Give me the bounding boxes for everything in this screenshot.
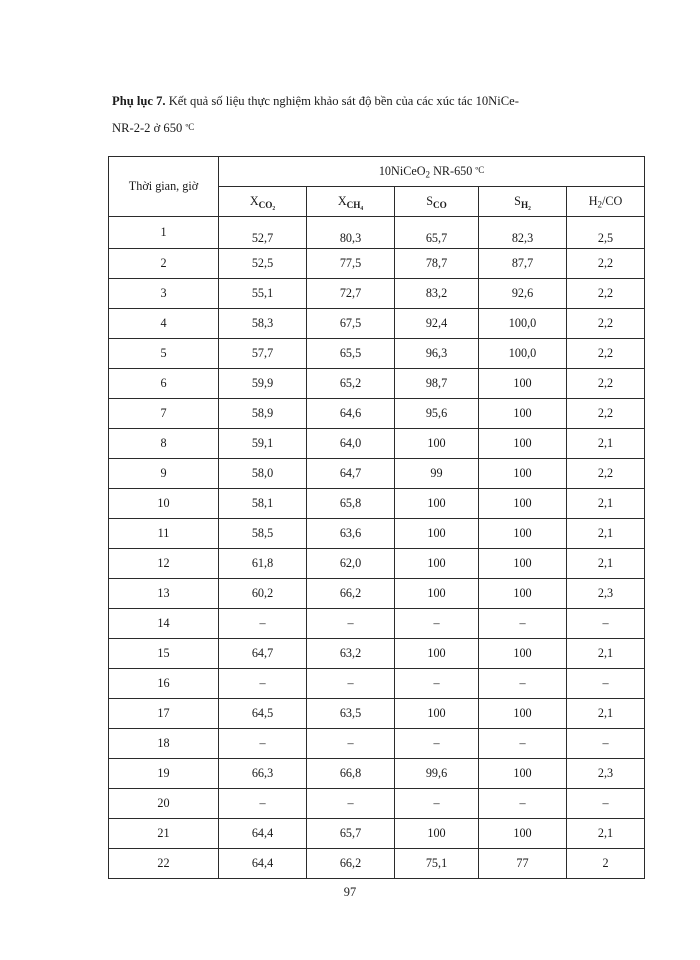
symbol-x: X [337,193,347,208]
cell-x-ch4: 65,5 [307,339,395,369]
cell-s-h2: 92,6 [479,279,567,309]
table-row [109,249,645,279]
header-catalyst-group [219,157,645,187]
table-row [109,669,645,699]
cell-x-ch4: – [307,609,395,639]
cell-s-h2: 100 [479,819,567,849]
cell-x-co2: 52,5 [219,249,307,279]
cell-h2-co: 2,3 [567,579,645,609]
header-x-co2 [219,187,307,217]
cell-time: 12 [109,549,219,579]
cell-s-co: 100 [395,699,479,729]
cell-s-co: – [395,729,479,759]
subscript-co2: CO₂ [258,199,276,210]
cell-s-co: 100 [395,429,479,459]
table-row [109,369,645,399]
table-row [109,399,645,429]
cell-s-co: 78,7 [395,249,479,279]
cell-x-ch4: 65,2 [307,369,395,399]
page-number: 97 [343,885,357,899]
cell-s-co: 99 [395,459,479,489]
cell-x-co2: 59,1 [219,429,307,459]
cell-s-co: – [395,789,479,819]
cell-s-co: 83,2 [395,279,479,309]
cell-x-co2: 64,4 [219,849,307,879]
cell-s-co: 95,6 [395,399,479,429]
group-suffix: NR-650 [430,163,476,178]
cell-x-ch4: 65,7 [307,819,395,849]
caption-line2-text: NR-2-2 ở 650 [112,121,186,135]
header-time: Thời gian, giờ [109,157,219,217]
cell-x-co2: 52,7 [219,217,307,249]
caption-temperature-unit: ºC [185,122,195,132]
cell-s-co: 100 [395,519,479,549]
cell-h2-co: 2,2 [567,399,645,429]
cell-h2-co: 2,1 [567,489,645,519]
cell-s-co: 100 [395,549,479,579]
cell-s-h2: 100 [479,549,567,579]
cell-s-h2: – [479,669,567,699]
cell-s-h2: 100 [479,699,567,729]
table-row [109,609,645,639]
table-row [109,459,645,489]
table-row [109,789,645,819]
cell-s-h2: – [479,729,567,759]
cell-x-co2: 57,7 [219,339,307,369]
cell-x-co2: – [219,729,307,759]
caption-label: Phụ lục 7. [112,94,166,108]
table-row [109,849,645,879]
cell-h2-co: 2,1 [567,639,645,669]
cell-x-ch4: 63,6 [307,519,395,549]
cell-s-h2: – [479,609,567,639]
cell-s-h2: 100 [479,519,567,549]
cell-s-co: 65,7 [395,217,479,249]
results-table [108,156,645,879]
cell-h2-co: 2,1 [567,519,645,549]
header-s-co [395,187,479,217]
subscript-h2: H₂ [520,199,531,210]
cell-time: 8 [109,429,219,459]
cell-h2-co: 2,2 [567,249,645,279]
table-row [109,309,645,339]
cell-x-ch4: 66,8 [307,759,395,789]
cell-x-ch4: 64,0 [307,429,395,459]
cell-time: 7 [109,399,219,429]
group-unit: ºC [475,164,485,175]
table-row [109,579,645,609]
cell-s-h2: 100,0 [479,339,567,369]
cell-h2-co: 2,5 [567,217,645,249]
table-row [109,699,645,729]
cell-x-co2: 64,4 [219,819,307,849]
subscript-2: 2 [597,199,603,210]
subscript-co: CO [433,199,447,210]
cell-x-co2: 64,7 [219,639,307,669]
header-row-group [109,157,645,187]
table-row [109,489,645,519]
cell-time: 1 [109,217,219,249]
table-row [109,519,645,549]
cell-h2-co: 2,1 [567,819,645,849]
cell-x-ch4: 72,7 [307,279,395,309]
cell-x-co2: 58,3 [219,309,307,339]
table-row [109,339,645,369]
cell-x-co2: 58,5 [219,519,307,549]
cell-x-co2: – [219,669,307,699]
cell-s-h2: 100 [479,399,567,429]
cell-s-co: 96,3 [395,339,479,369]
cell-x-ch4: 63,5 [307,699,395,729]
cell-time: 2 [109,249,219,279]
table-row [109,639,645,669]
cell-h2-co: 2,2 [567,459,645,489]
cell-h2-co: – [567,789,645,819]
cell-s-h2: 100 [479,489,567,519]
cell-s-h2: 100,0 [479,309,567,339]
cell-x-ch4: – [307,789,395,819]
cell-s-co: 92,4 [395,309,479,339]
cell-s-co: 99,6 [395,759,479,789]
cell-time: 4 [109,309,219,339]
cell-time: 18 [109,729,219,759]
cell-x-ch4: 77,5 [307,249,395,279]
cell-x-co2: 60,2 [219,579,307,609]
cell-x-co2: 58,9 [219,399,307,429]
table-row [109,549,645,579]
cell-s-h2: 100 [479,459,567,489]
cell-s-co: 100 [395,579,479,609]
cell-x-ch4: 62,0 [307,549,395,579]
cell-s-h2: 77 [479,849,567,879]
table-head [109,157,645,217]
symbol-s: S [514,193,521,208]
cell-s-h2: 100 [479,579,567,609]
cell-h2-co: 2,1 [567,699,645,729]
symbol-s: S [426,193,433,208]
cell-s-co: 75,1 [395,849,479,879]
cell-s-h2: 87,7 [479,249,567,279]
cell-x-ch4: 66,2 [307,579,395,609]
table-body [109,217,645,879]
header-s-h2 [479,187,567,217]
table-row [109,217,645,249]
cell-x-co2: 58,0 [219,459,307,489]
cell-h2-co: 2,1 [567,549,645,579]
cell-time: 16 [109,669,219,699]
cell-time: 19 [109,759,219,789]
cell-time: 9 [109,459,219,489]
symbol-x: X [249,193,259,208]
cell-s-h2: 100 [479,369,567,399]
cell-s-co: – [395,609,479,639]
cell-x-co2: 58,1 [219,489,307,519]
header-h2-co-ratio [567,187,645,217]
cell-h2-co: 2 [567,849,645,879]
table-row [109,759,645,789]
cell-h2-co: 2,2 [567,309,645,339]
cell-x-ch4: 66,2 [307,849,395,879]
cell-s-co: – [395,669,479,699]
cell-s-co: 100 [395,639,479,669]
table-row [109,729,645,759]
cell-s-h2: 82,3 [479,217,567,249]
cell-time: 3 [109,279,219,309]
cell-time: 13 [109,579,219,609]
cell-x-co2: 59,9 [219,369,307,399]
cell-h2-co: 2,2 [567,339,645,369]
cell-x-ch4: 64,6 [307,399,395,429]
cell-s-h2: 100 [479,639,567,669]
cell-x-ch4: – [307,729,395,759]
table-row [109,279,645,309]
cell-h2-co: 2,2 [567,369,645,399]
cell-time: 17 [109,699,219,729]
cell-x-co2: 66,3 [219,759,307,789]
cell-s-h2: – [479,789,567,819]
table-row [109,819,645,849]
cell-time: 11 [109,519,219,549]
table-caption [112,88,632,114]
group-prefix: 10NiCeO [378,163,426,178]
cell-x-ch4: 80,3 [307,217,395,249]
cell-x-ch4: 67,5 [307,309,395,339]
cell-x-co2: 55,1 [219,279,307,309]
cell-h2-co: – [567,729,645,759]
cell-x-co2: – [219,609,307,639]
cell-s-h2: 100 [479,429,567,459]
caption-text: Kết quả số liệu thực nghiệm khảo sát độ bền của các xúc tác 10NiCe- [165,94,519,108]
cell-x-co2: – [219,789,307,819]
cell-time: 6 [109,369,219,399]
header-x-ch4 [307,187,395,217]
ratio-suffix: /CO [602,193,623,208]
cell-x-ch4: 65,8 [307,489,395,519]
cell-time: 14 [109,609,219,639]
cell-h2-co: 2,2 [567,279,645,309]
cell-s-co: 98,7 [395,369,479,399]
subscript-ch4: CH₄ [346,199,364,210]
cell-time: 20 [109,789,219,819]
table-caption-line2 [112,114,194,141]
cell-h2-co: 2,1 [567,429,645,459]
cell-x-co2: 64,5 [219,699,307,729]
cell-h2-co: 2,3 [567,759,645,789]
cell-h2-co: – [567,669,645,699]
cell-time: 5 [109,339,219,369]
cell-h2-co: – [567,609,645,639]
results-table-container [108,156,644,879]
symbol-h: H [588,193,598,208]
cell-x-ch4: 64,7 [307,459,395,489]
cell-time: 10 [109,489,219,519]
cell-time: 21 [109,819,219,849]
cell-time: 15 [109,639,219,669]
cell-s-co: 100 [395,489,479,519]
table-row [109,429,645,459]
cell-x-ch4: – [307,669,395,699]
cell-s-co: 100 [395,819,479,849]
cell-x-ch4: 63,2 [307,639,395,669]
cell-x-co2: 61,8 [219,549,307,579]
cell-time: 22 [109,849,219,879]
cell-s-h2: 100 [479,759,567,789]
group-subscript: 2 [425,169,431,180]
